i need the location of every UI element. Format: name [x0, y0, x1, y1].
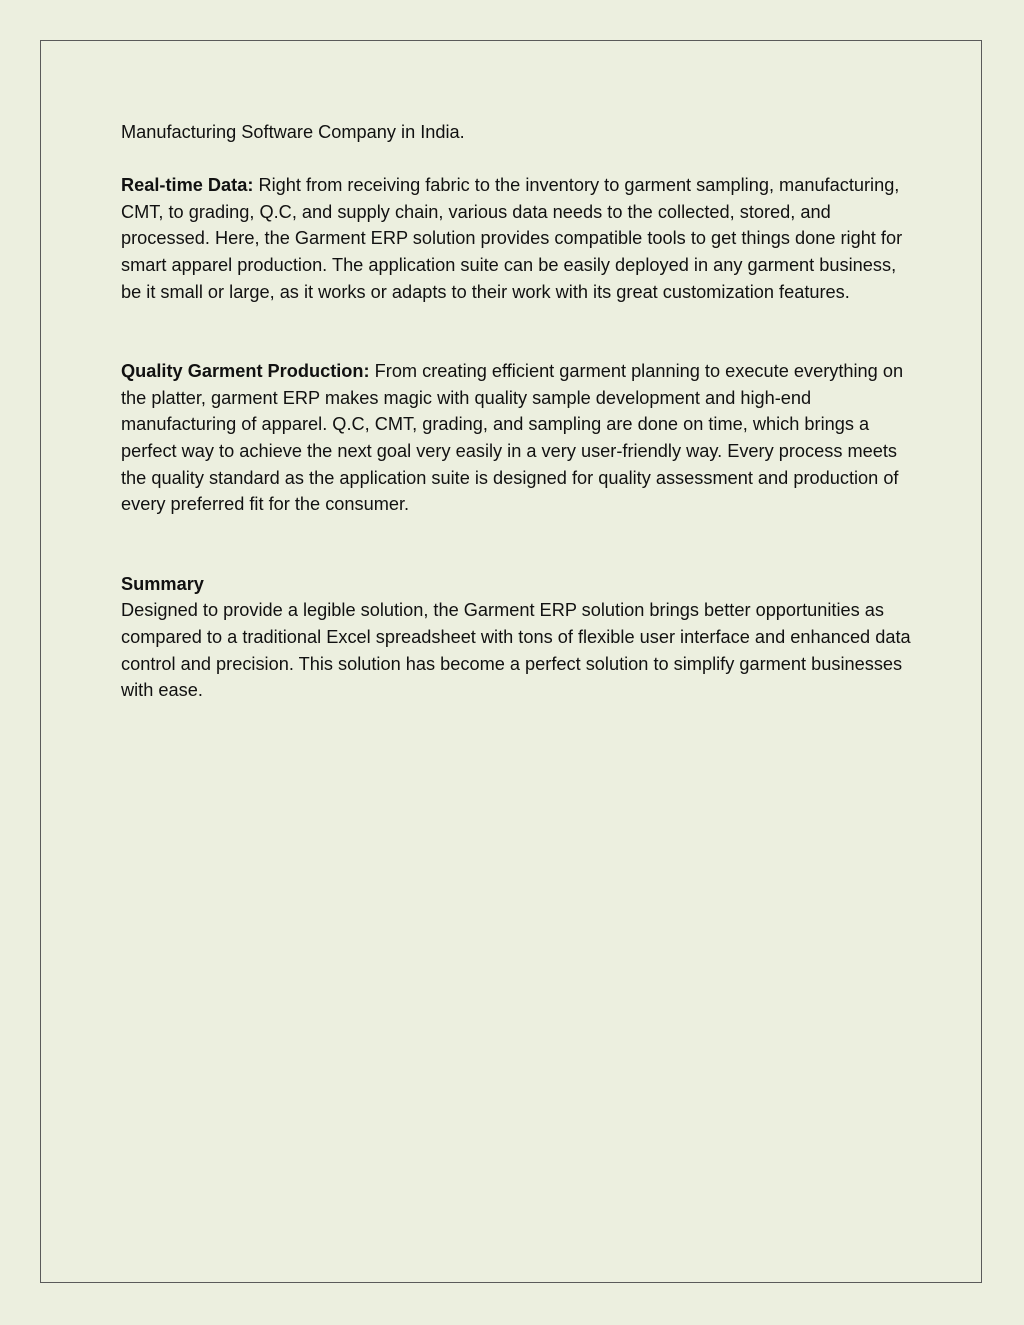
intro-line: Manufacturing Software Company in India.: [121, 122, 465, 142]
section-heading: Summary: [121, 573, 204, 594]
section-body: Designed to provide a legible solution, the Garment ERP solution brings better opportunities as compared to a traditional Excel spreadsheet with tons of flexible user interface and enhanced data control and precision. This solution has become a perfect solution to simplify garment businesses with ease.: [121, 600, 911, 701]
section-real-time-data: [121, 172, 911, 305]
section-quality-garment-production: [121, 358, 911, 518]
section-body: From creating efficient garment planning to execute everything on the platter, garment ERP makes magic with quality sample development and high-end manufacturing of apparel. Q.C, CMT, grading, and sampling are done on time, which brings a perfect way to achieve the next goal very easily in a very user-friendly way. Every process meets the quality standard as the application suite is designed for quality assessment and production of every preferred fit for the consumer.: [121, 361, 904, 515]
section-heading: Real-time Data:: [121, 175, 254, 196]
section-heading: Quality Garment Production:: [121, 361, 370, 382]
document-body: [121, 119, 911, 704]
section-body: Right from receiving fabric to the inventory to garment sampling, manufacturing, CMT, to grading, Q.C, and supply chain, various data needs to the collected, stored, and processed. Here, the Garment ERP solution provides compatible tools to get things done right for smart apparel production. The application suite can be easily deployed in any garment business, be it small or large, as it works or adapts to their work with its great customization features.: [121, 175, 903, 302]
section-summary: [121, 571, 911, 704]
